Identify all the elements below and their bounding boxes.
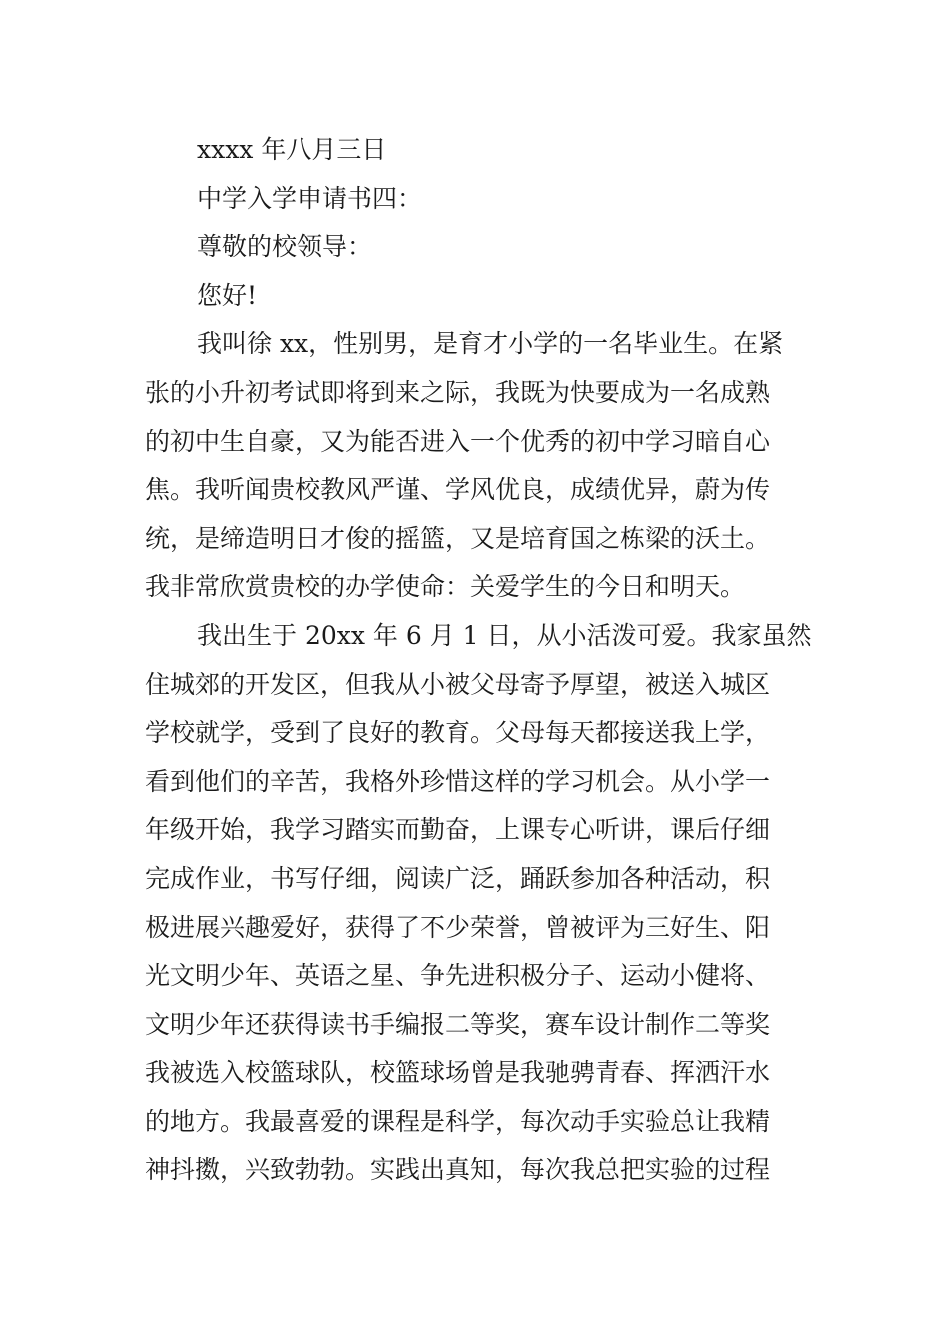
paragraph-1-line: 焦。我听闻贵校教风严谨、学风优良，成绩优异，蔚为传 — [145, 475, 771, 505]
paragraph-2-line: 文明少年还获得读书手编报二等奖，赛车设计制作二等奖 — [145, 1009, 771, 1039]
paragraph-1-line: 统，是缔造明日才俊的摇篮，又是培育国之栋梁的沃土。 — [145, 523, 771, 553]
paragraph-2-line: 极进展兴趣爱好，获得了不少荣誉，曾被评为三好生、阳 — [145, 912, 771, 942]
paragraph-2-line: 我被选入校篮球队，校篮球场曾是我驰骋青春、挥洒汗水 — [145, 1058, 771, 1088]
paragraph-1-line: 我非常欣赏贵校的办学使命：关爱学生的今日和明天。 — [145, 572, 746, 602]
paragraph-2-line: 学校就学，受到了良好的教育。父母每天都接送我上学， — [145, 718, 771, 748]
paragraph-2-line: 的地方。我最喜爱的课程是科学，每次动手实验总让我精 — [145, 1106, 771, 1136]
paragraph-2-line: 看到他们的辛苦，我格外珍惜这样的学习机会。从小学一 — [145, 766, 771, 796]
paragraph-2-line: 完成作业，书写仔细，阅读广泛，踊跃参加各种活动，积 — [145, 863, 771, 893]
section-heading: 中学入学申请书四： — [197, 183, 423, 213]
letter-body — [145, 130, 810, 1199]
paragraph-2-line: 年级开始，我学习踏实而勤奋，上课专心听讲，课后仔细 — [145, 815, 771, 845]
date-line: xxxx 年八月三日 — [197, 135, 387, 164]
paragraph-1-line: 张的小升初考试即将到来之际，我既为快要成为一名成熟 — [145, 377, 771, 407]
paragraph-2-line: 住城郊的开发区，但我从小被父母寄予厚望，被送入城区 — [145, 669, 771, 699]
greeting: 您好! — [197, 280, 258, 310]
paragraph-1-line: 我叫徐 xx，性别男，是育才小学的一名毕业生。在紧 — [197, 329, 784, 359]
paragraph-1-line: 的初中生自豪，又为能否进入一个优秀的初中学习暗自心 — [145, 426, 771, 456]
paragraph-2-line: 光文明少年、英语之星、争先进积极分子、运动小健将、 — [145, 961, 771, 991]
paragraph-2-line: 神抖擞，兴致勃勃。实践出真知，每次我总把实验的过程 — [145, 1155, 771, 1185]
paragraph-2-line: 我出生于 20xx 年 6 月 1 日，从小活泼可爱。我家虽然 — [197, 620, 812, 650]
salutation: 尊敬的校领导： — [197, 232, 373, 262]
